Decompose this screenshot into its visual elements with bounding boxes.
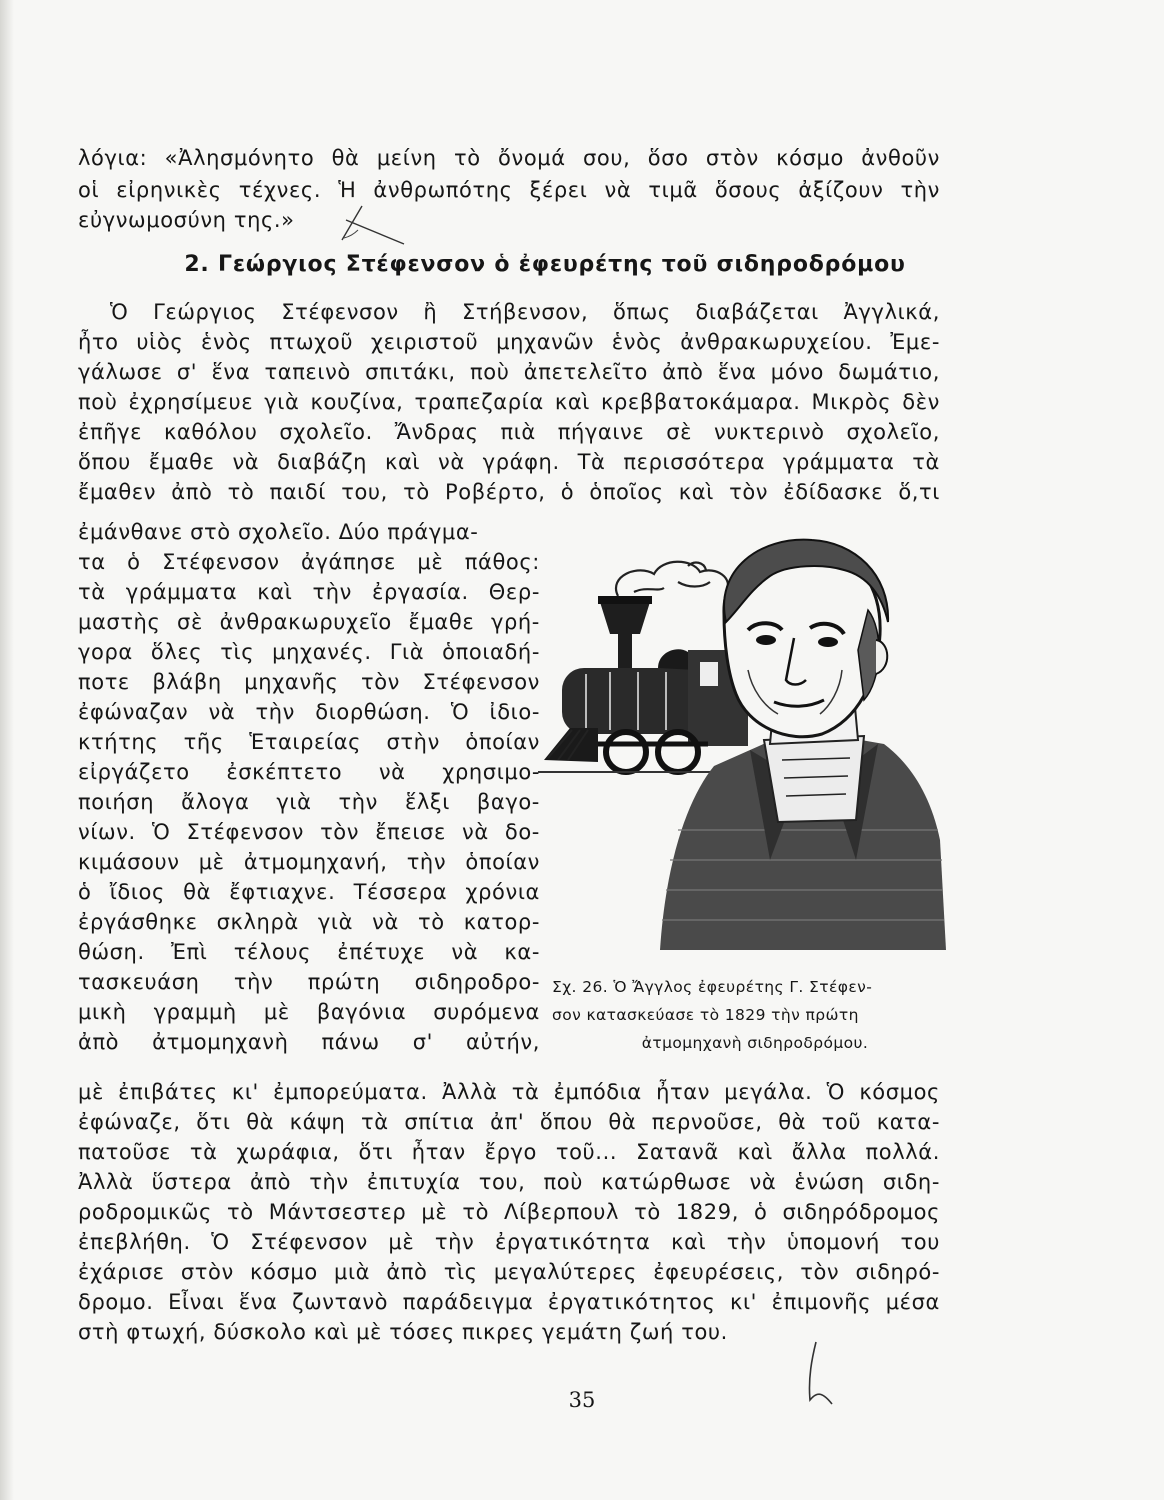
body-line-narrow: τὰ γράμματα καὶ τὴν ἐργασία. Θερ- xyxy=(78,580,540,604)
body-line-narrow: κτήτης τῆς Ἑταιρείας στὴν ὁποίαν xyxy=(78,730,540,754)
body-line: ὅπου ἔμαθε νὰ διαβάζη καὶ νὰ γράφη. Τὰ περισσότερα γράμματα τὰ xyxy=(78,450,940,474)
body-line-narrow: ὁ ἴδιος θὰ ἔφτιαχνε. Τέσσερα χρόνια xyxy=(78,880,540,904)
figure-caption-line: Σχ. 26. Ὁ Ἄγγλος ἐφευρέτης Γ. Στέφεν- xyxy=(552,978,873,996)
intro-line-1: λόγια: «Ἀλησμόνητο θὰ μείνη τὸ ὄνομά σου, ὅσο στὸν κόσμο ἀνθοῦν xyxy=(78,146,940,170)
body-line-narrow: τα ὁ Στέφενσον ἀγάπησε μὲ πάθος: xyxy=(78,550,540,574)
figure-caption-line: σον κατασκεύασε τὸ 1829 τὴν πρώτη xyxy=(552,1006,859,1024)
body-line: ποὺ ἐχρησίμευε γιὰ κουζίνα, τραπεζαρία καὶ κρεββατοκάμαρα. Μικρὸς δὲν xyxy=(78,390,940,414)
body-line-narrow: ἐμάνθανε στὸ σχολεῖο. Δύο πράγμα- xyxy=(78,520,479,544)
body-line: στὴ φτωχή, δύσκολο καὶ μὲ τόσες πικρες γεμάτη ζωή του. xyxy=(78,1320,728,1344)
body-line: ἐχάρισε στὸν κόσμο μιὰ ἀπὸ τὶς μεγαλύτερες ἐφευρέσεις, τὸν σιδηρό- xyxy=(78,1260,940,1284)
body-line-narrow: εἰργάζετο ἐσκέπτετο νὰ χρησιμο- xyxy=(78,760,540,784)
body-line-narrow: ποιήση ἄλογα γιὰ τὴν ἕλξι βαγο- xyxy=(78,790,540,814)
stephenson-locomotive-illustration xyxy=(538,530,948,962)
intro-line-3: εὐγνωμοσύνη της.» xyxy=(78,208,295,232)
body-line: μὲ ἐπιβάτες κι' ἐμπορεύματα. Ἀλλὰ τὰ ἐμπόδια ἦταν μεγάλα. Ὁ κόσμος xyxy=(78,1080,940,1104)
body-line-narrow: νίων. Ὁ Στέφενσον τὸν ἔπεισε νὰ δο- xyxy=(78,820,540,844)
body-line: γάλωσε σ' ἕνα ταπεινὸ σπιτάκι, ποὺ ἀπετελεῖτο ἀπὸ ἕνα μόνο δωμάτιο, xyxy=(78,360,940,384)
page-number: 35 xyxy=(568,1388,596,1412)
intro-line-2: οἱ εἰρηνικὲς τέχνες. Ἡ ἀνθρωπότης ξέρει νὰ τιμᾶ ὅσους ἀξίζουν τὴν xyxy=(78,178,940,202)
body-line: ἔμαθεν ἀπὸ τὸ παιδί του, τὸ Ροβέρτο, ὁ ὁποῖος καὶ τὸν ἐδίδασκε ὅ,τι xyxy=(78,480,940,504)
body-line: ἦτο υἱὸς ἑνὸς πτωχοῦ χειριστοῦ μηχανῶν ἑνὸς ἀνθρακωρυχείου. Ἐμε- xyxy=(78,330,940,354)
body-line: ροδρομικῶς τὸ Μάντσεστερ μὲ τὸ Λίβερπουλ τὸ 1829, ὁ σιδηρόδρομος xyxy=(78,1200,940,1224)
body-line: Ἀλλὰ ὕστερα ἀπὸ τὴν ἐπιτυχία του, ποὺ κατώρθωσε νὰ ἑνώση σιδη- xyxy=(78,1170,940,1194)
body-line-narrow: μικὴ γραμμὴ μὲ βαγόνια συρόμενα xyxy=(78,1000,540,1024)
scan-edge xyxy=(0,0,14,1500)
body-line-narrow: κιμάσουν μὲ ἀτμομηχανή, τὴν ὁποίαν xyxy=(78,850,540,874)
pencil-check-mark xyxy=(336,200,410,248)
body-line: Ὁ Γεώργιος Στέφενσον ἢ Στήβενσον, ὅπως διαβάζεται Ἀγγλικά, xyxy=(110,300,940,324)
body-line-narrow: γορα ὅλες τὶς μηχανές. Γιὰ ὁποιαδή- xyxy=(78,640,540,664)
body-line: πατοῦσε τὰ χωράφια, ὅτι ἦταν ἔργο τοῦ... Σατανᾶ καὶ ἄλλα πολλά. xyxy=(78,1140,940,1164)
body-line-narrow: θώση. Ἐπὶ τέλους ἐπέτυχε νὰ κα- xyxy=(78,940,540,964)
body-line-narrow: ποτε βλάβη μηχανῆς τὸν Στέφενσον xyxy=(78,670,540,694)
body-line-narrow: ἐφώναζαν νὰ τὴν διορθώση. Ὁ ἰδιο- xyxy=(78,700,540,724)
body-line-narrow: ἐργάσθηκε σκληρὰ γιὰ νὰ τὸ κατορ- xyxy=(78,910,540,934)
body-line: ἐφώναζε, ὅτι θὰ κάψη τὰ σπίτια ἀπ' ὅπου θὰ περνοῦσε, θὰ τοῦ κατα- xyxy=(78,1110,940,1134)
body-line-narrow: τασκευάση τὴν πρώτη σιδηροδρο- xyxy=(78,970,540,994)
body-line: ἐπῆγε καθόλου σχολεῖο. Ἄνδρας πιὰ πήγαινε σὲ νυκτερινὸ σχολεῖο, xyxy=(78,420,940,444)
smoke-icon xyxy=(616,562,728,596)
body-line: δρομο. Εἶναι ἕνα ζωντανὸ παράδειγμα ἐργατικότητος κι' ἐπιμονῆς μέσα xyxy=(78,1290,940,1314)
body-line: ἐπεβλήθη. Ὁ Στέφενσον μὲ τὴν ἐργατικότητα καὶ τὴν ὑπομονή του xyxy=(78,1230,940,1254)
locomotive-icon xyxy=(538,596,748,772)
body-line-narrow: μαστὴς σὲ ἀνθρακωρυχεῖο ἔμαθε γρή- xyxy=(78,610,540,634)
figure-caption-line: ἀτμομηχανὴ σιδηροδρόμου. xyxy=(641,1034,869,1052)
body-line-narrow: ἀπὸ ἀτμομηχανὴ πάνω σ' αὐτήν, xyxy=(78,1030,540,1054)
section-heading: 2. Γεώργιος Στέφενσον ὁ ἐφευρέτης τοῦ σιδηροδρόμου xyxy=(184,252,906,277)
